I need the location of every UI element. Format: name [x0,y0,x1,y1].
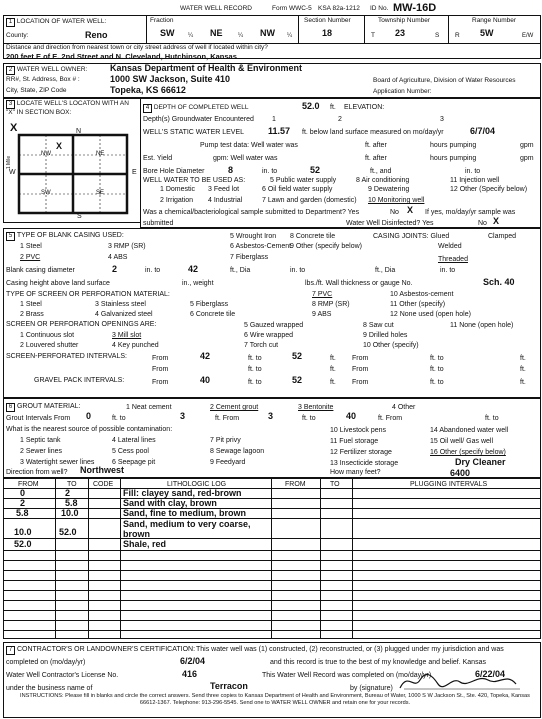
contam-6: 6 Seepage pit [112,459,156,466]
screen-3: 3 Stainless steel [95,301,146,308]
yield-hours: hours pumping [430,155,477,162]
quarter-2: ¼ [238,33,244,39]
screen-from-label-3: From [152,366,169,373]
contam-5: 5 Cess pool [112,448,149,455]
screen-11: 11 Other (specify) [390,301,446,308]
township-t: T [371,32,375,39]
grout-4: 4 Other [392,404,416,411]
gw-2: 2 [338,116,342,123]
form-number: Form WWC-5 [272,5,312,12]
screen-from-label: From [152,355,169,362]
screen-intervals-label: SCREEN-PERFORATED INTERVALS: [6,353,127,360]
log-row-1-to: 2 [65,488,71,498]
quarter-1: ¼ [188,33,194,39]
east-label: E [132,169,137,176]
owner-name: Kansas Department of Health & Environment [110,63,303,73]
section-1-title: 1 LOCATION OF WATER WELL: [6,18,106,27]
contam-4: 4 Lateral lines [112,437,156,444]
south-label: S [77,213,82,220]
opening-7: 7 Torch cut [244,342,279,349]
casing-6: 6 Asbestos-Cement [230,243,292,250]
diam-label: Blank casing diameter [6,267,75,274]
casing-1: 1 Steel [20,243,42,250]
log-row-4-desc: Sand, medium to very coarse, brown [123,519,251,540]
contam-9: 9 Feedyard [210,459,246,466]
mile-label: 1 Mile [6,155,13,170]
locate-marker: X [10,122,18,134]
diam-dia-2: ft., Dia [375,267,396,274]
contam-15: 15 Oil well/ Gas well [430,438,494,445]
gravel-ft-to-2: ft. to [430,379,444,386]
bore-ft: 52 [310,165,321,175]
log-row-3-from: 5.8 [16,508,29,518]
grout-2: 2 Cement grout [210,404,259,411]
contam-14: 14 Abandoned water well [430,427,509,434]
contam-13: 13 Insecticide storage [330,460,399,467]
log-row-4-to: 52.0 [59,527,77,537]
contam-label: What is the nearest source of possible contamination: [6,426,173,433]
casing-threaded: Threaded [438,256,468,263]
opening-5: 5 Gauzed wrapped [244,322,304,329]
log-header-code: CODE [93,481,114,488]
casing-2: 2 PVC [20,254,41,261]
screen-4: 4 Galvanized steel [95,311,153,318]
log-row-4-from: 10.0 [14,527,32,537]
casing-label: 5 TYPE OF BLANK CASING USED: [6,232,124,241]
id-label: ID No. [370,5,389,12]
log-header-lithology: LITHOLOGIC LOG [167,481,227,488]
elevation-label: ELEVATION: [344,104,385,111]
static-date: 6/7/04 [470,126,496,136]
screen-ft-4: ft. [520,366,526,373]
diam-to: in. to [145,267,161,274]
opening-4: 4 Key punched [112,342,159,349]
casing-7: 7 Fiberglass [230,254,269,261]
gw-1: 1 [272,116,276,123]
log-row-2-desc: Sand with clay, brown [123,498,217,508]
business-label: under the business name of [6,685,93,692]
height-label: Casing height above land surface [6,280,110,287]
cert-text-3: This Water Well Record was completed on (mo/day/yr) [262,672,432,679]
distance-label: Distance and direction from nearest town or city street address of well if located within city? [6,44,268,51]
gravel-ft-2: ft. [520,379,526,386]
bore-label: Bore Hole Diameter [143,168,205,175]
app-number-label: Application Number: [373,88,432,95]
casing-8: 8 Concrete tile [290,233,336,240]
board-text: Board of Agriculture, Division of Water Resources [373,77,516,84]
grout-to-2: 40 [346,411,357,421]
disinfected-label: Water Well Disinfected? Yes [346,220,434,227]
id-value: MW-16D [393,2,437,14]
gravel-label: GRAVEL PACK INTERVALS: [34,377,125,384]
static-value: 11.57 [268,126,291,136]
submitted-label: submitted [143,220,174,227]
screen-to: 52 [292,351,303,361]
screen-ft-2: ft. [520,355,526,362]
contam-16: 16 Other (specify below) [430,449,506,456]
depth-label: 4 DEPTH OF COMPLETED WELL [143,104,248,113]
use-label: WELL WATER TO BE USED AS: [143,177,246,184]
opening-9: 9 Drilled holes [363,332,408,339]
casing-joints: CASING JOINTS: Glued [373,233,450,240]
log-row-2-from: 2 [20,498,26,508]
fraction-1: SW [160,28,175,38]
signature-label: by (signature) [350,685,393,692]
casing-3: 3 RMP (SR) [108,243,146,250]
bore-to: in. to [262,168,278,175]
chem-x: X [407,205,414,215]
direction-label: Direction from well? [6,469,68,476]
quad-ne: NE [96,151,105,157]
use-12: 12 Other (Specify below) [450,186,528,193]
grout-3: 3 Bentonite [298,404,334,411]
instructions: INSTRUCTIONS: Please fill in blanks and circle the correct answers. Send three copies to Kansas Department of Health and Environment, Bureau of Water, 1000 S W Jackson St., Ste. 420, Topeka, Kansas 66612-1367. Telephone: 913-296-5545. Send one to WATER WELL OWNER and retain one for your records. [20,693,530,706]
use-6: 6 Oil field water supply [262,186,333,193]
fraction-2: NE [210,28,223,38]
screen-ft-3: ft. [330,366,336,373]
locate-title: 3 LOCATE WELL'S LOCATON WITH AN "X" IN SECTION BOX: [6,100,129,116]
grout-ft-from: ft. From [215,415,240,422]
casing-welded: Welded [438,243,462,250]
chem-tail: If yes, mo/day/yr sample was [425,209,516,216]
opening-6: 6 Wire wrapped [244,332,294,339]
business-value: Terracon [210,681,248,691]
township-s: S [435,32,440,39]
screen-ft-to: ft. to [248,355,262,362]
distance-value: 200 feet E of E. 2nd Street and N. Cleveland, Hutchinson, Kansas [6,52,237,61]
record-date: 6/22/04 [475,669,506,679]
quad-nw: NW [41,151,51,157]
grout-ft-to-1: ft. to [112,415,126,422]
city-label: City, State, ZIP Code [6,87,67,94]
contam-other-value: Dry Cleaner [455,457,506,467]
quad-se: SE [96,190,105,196]
screen-ft-to-4: ft. to [430,366,444,373]
log-row-1-desc: Fill: clayey sand, red-brown [123,488,242,498]
log-row-1-from: 0 [20,488,26,498]
chem-no: No [390,209,399,216]
contam-3: 3 Watertight sewer lines [20,459,95,466]
range-r: R [455,32,460,39]
log-header-from-2: FROM [285,481,306,488]
use-11: 11 Injection well [450,177,500,184]
casing-5: 5 Wrought Iron [230,233,277,240]
section-number-value: 18 [322,28,333,38]
opening-10: 10 Other (specify) [363,342,419,349]
opening-1: 1 Continuous slot [20,332,75,339]
diam-ft: 42 [188,264,199,274]
log-row-2-to: 5.8 [65,498,78,508]
log-row-5-from: 52.0 [14,539,32,549]
contam-8: 8 Sewage lagoon [210,448,265,455]
diam-to-2: in. to [290,267,306,274]
contam-10: 10 Livestock pens [330,427,387,434]
gravel-from: 40 [200,375,211,385]
screen-ft: ft. [330,355,336,362]
ksa-ref: KSA 82a-1212 [318,5,360,12]
use-4: 4 Industrial [208,197,243,204]
owner-address: 1000 SW Jackson, Suite 410 [110,74,231,84]
static-label: WELL'S STATIC WATER LEVEL [143,129,245,136]
disinfected-x: X [493,216,500,226]
contam-7: 7 Pit privy [210,437,241,444]
log-row-3-to: 10.0 [61,508,79,518]
nw-x-mark: X [56,141,63,151]
owner-label: 2 WATER WELL OWNER: [6,66,87,75]
depth-value: 52.0 [302,101,320,111]
use-7: 7 Lawn and garden (domestic) [262,197,357,204]
log-header-from: FROM [18,481,39,488]
completed-label: completed on (mo/day/yr) [6,659,86,666]
bore-and: ft., and [370,168,392,175]
fraction-label: Fraction [150,17,174,24]
opening-3: 3 Mill slot [112,332,142,339]
gravel-ft-to: ft. to [248,379,262,386]
log-row-3-desc: Sand, fine to medium, brown [123,508,247,518]
north-label: N [76,128,82,135]
screen-10: 10 Asbestos-cement [390,291,454,298]
screen-9: 9 ABS [312,311,332,318]
feet-value: 6400 [450,468,471,478]
contam-11: 11 Fuel storage [330,438,379,445]
est-yield: Est. Yield [143,155,173,162]
grout-label: 6 GROUT MATERIAL: [6,403,80,412]
opening-2: 2 Louvered shutter [20,342,79,349]
pump-after: ft. after [365,142,387,149]
fraction-3: NW [260,28,275,38]
gravel-ft: ft. [330,379,336,386]
screen-8: 8 RMP (SR) [312,301,350,308]
diam-dia: ft., Dia [230,267,251,274]
screen-5: 5 Fiberglass [190,301,229,308]
log-row-5-desc: Shale, red [123,539,167,549]
direction-value: Northwest [80,465,125,475]
contam-2: 2 Sewer lines [20,448,63,455]
use-8: 8 Air conditioning [356,177,410,184]
log-header-to: TO [67,481,77,488]
pump-hours: hours pumping [430,142,477,149]
county-value: Reno [85,30,108,40]
use-5: 5 Public water supply [270,177,337,184]
grout-ft-to-2: ft. to [302,415,316,422]
cert-label: 7 CONTRACTOR'S OR LANDOWNER'S CERTIFICATION: [6,646,195,655]
completed-value: 6/2/04 [180,656,206,666]
owner-city: Topeka, KS 66612 [110,85,186,95]
use-10: 10 Monitoring well [368,197,425,204]
section-number-label: Section Number [304,17,351,24]
opening-8: 8 Saw cut [363,322,394,329]
grout-ft-to-3: ft. to [485,415,499,422]
address-label: RR#, St. Address, Box # : [6,76,80,83]
weight-label: in., weight [182,280,214,287]
west-label: W [9,169,16,176]
form-title: WATER WELL RECORD [180,5,252,12]
openings-label: SCREEN OR PERFORATION OPENINGS ARE: [6,321,157,328]
township-value: 23 [395,28,406,38]
grout-ft-from-2: ft. From [378,415,403,422]
screen-from-label-4: From [352,366,369,373]
static-text: ft. below land surface measured on mo/day/yr [302,129,444,136]
range-ew: E/W [522,33,534,39]
screen-label: TYPE OF SCREEN OR PERFORATION MATERIAL: [6,291,170,298]
log-header-to-2: TO [330,481,340,488]
cert-text-2: and this record is true to the best of my knowledge and belief. Kansas [270,659,486,666]
range-value: 5W [480,28,494,38]
opening-11: 11 None (open hole) [450,322,514,329]
gw-3: 3 [440,116,444,123]
gravel-from-label-2: From [352,379,369,386]
casing-4: 4 ABS [108,254,128,261]
screen-ft-to-2: ft. to [430,355,444,362]
grout-1: 1 Neat cement [126,404,172,411]
screen-2: 2 Brass [20,311,44,318]
screen-7: 7 PVC [312,291,333,298]
bore-in-to: in. to [465,168,481,175]
contam-1: 1 Septic tank [20,437,61,444]
sch-value: Sch. 40 [483,277,515,287]
screen-6: 6 Concrete tile [190,311,236,318]
screen-from: 42 [200,351,211,361]
pump-test: Pump test data: Well water was [200,142,298,149]
use-2: 2 Irrigation [160,197,194,204]
chem-question: Was a chemical/bacteriological sample submitted to Department? Yes [143,209,360,216]
township-label: Township Number [378,17,431,24]
how-many-label: How many feet? [330,469,381,476]
log-header-plugging: PLUGGING INTERVALS [410,481,488,488]
use-9: 9 Dewatering [368,186,410,193]
grout-from-2: 3 [268,411,274,421]
diam-value: 2 [112,264,118,274]
county-label: County: [6,32,29,39]
casing-9: 9 Other (specify below) [290,243,362,250]
disinfected-no: No [478,220,487,227]
diam-to-3: in. to [440,267,456,274]
license-value: 416 [182,669,198,679]
quarter-3: ¼ [287,33,293,39]
license-label: Water Well Contractor's License No. [6,672,119,679]
thickness-label: lbs./ft. Wall thickness or gauge No. [305,280,413,287]
quad-sw: SW [41,190,51,196]
yield-gpm-end: gpm [520,155,534,162]
depth-ft: ft. [330,104,336,111]
use-1: 1 Domestic [160,186,196,193]
use-3: 3 Feed lot [208,186,240,193]
contam-12: 12 Fertilizer storage [330,449,392,456]
gravel-to: 52 [292,375,303,385]
yield-after: ft. after [365,155,387,162]
screen-1: 1 Steel [20,301,42,308]
grout-from-1: 0 [86,411,92,421]
yield-gpm: gpm: Well water was [213,155,278,162]
casing-clamped: Clamped [488,233,517,240]
screen-12: 12 None used (open hole) [390,311,471,318]
screen-ft-to-3: ft. to [248,366,262,373]
cert-text-1: This water well was (1) constructed, (2) reconstructed, or (3) plugged under my jurisdiction and was [196,646,504,653]
grout-to-1: 3 [180,411,186,421]
grout-intervals: Grout Intervals From [6,415,71,422]
bore-value: 8 [228,165,234,175]
screen-from-label-2: From [352,355,369,362]
range-label: Range Number [472,17,517,24]
groundwater-label: Depth(s) Groundwater Encountered [143,116,254,123]
pump-gpm: gpm [520,142,534,149]
gravel-from-label: From [152,379,169,386]
